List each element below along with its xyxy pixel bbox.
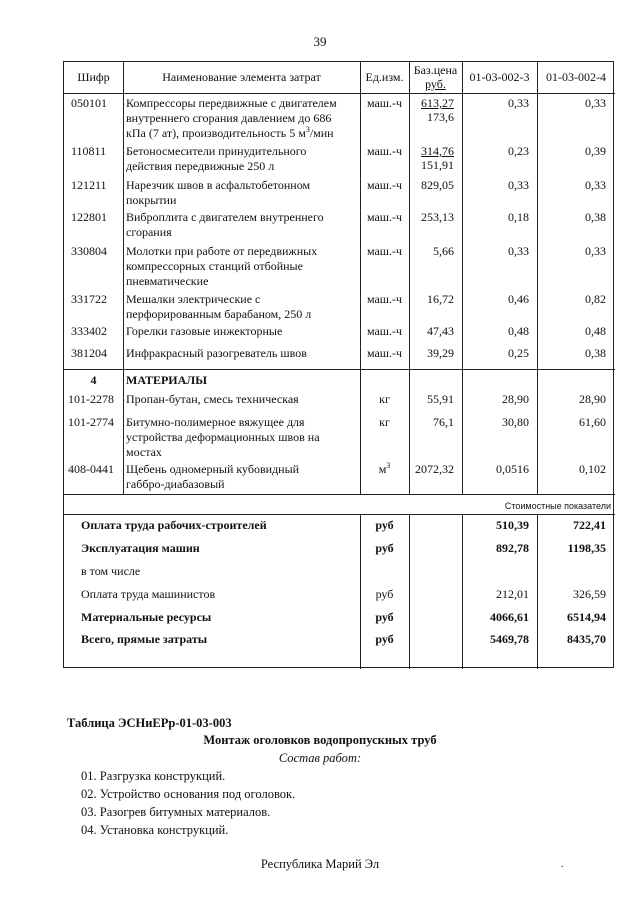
row-unit: маш.-ч bbox=[366, 96, 403, 110]
row-unit: маш.-ч bbox=[366, 346, 403, 360]
cost-value-1: 510,39 bbox=[496, 518, 529, 532]
row-name: действия передвижные 250 л bbox=[126, 159, 275, 173]
row-value-2: 28,90 bbox=[579, 392, 606, 406]
row-value-1: 0,33 bbox=[508, 244, 529, 258]
header-code: Шифр bbox=[77, 70, 110, 84]
grid-line bbox=[123, 62, 124, 494]
row-name: пневматические bbox=[126, 274, 209, 288]
cost-header: Стоимостные показатели bbox=[504, 501, 611, 511]
row-value-1: 0,33 bbox=[508, 96, 529, 110]
row-value-2: 0,39 bbox=[585, 144, 606, 158]
row-value-1: 30,80 bbox=[502, 415, 529, 429]
table-caption: Таблица ЭСНиЕРр-01-03-003 bbox=[67, 716, 232, 730]
row-name: покрытии bbox=[126, 193, 177, 207]
row-code: 331722 bbox=[71, 292, 107, 306]
row-code: 101-2278 bbox=[68, 392, 114, 406]
row-name: Битумно-полимерное вяжущее для bbox=[126, 415, 305, 429]
row-name: мостах bbox=[126, 445, 162, 459]
row-code: 050101 bbox=[71, 96, 107, 110]
cost-value-1: 5469,78 bbox=[490, 632, 529, 646]
header-name: Наименование элемента затрат bbox=[162, 70, 321, 84]
cost-label: в том числе bbox=[81, 564, 141, 578]
row-price: 16,72 bbox=[427, 292, 454, 306]
row-value-1: 0,46 bbox=[508, 292, 529, 306]
grid-line bbox=[64, 369, 615, 370]
row-price: 39,29 bbox=[427, 346, 454, 360]
row-price: 613,27 bbox=[421, 96, 454, 110]
works-title: Состав работ: bbox=[278, 751, 362, 765]
work-item: 04. Установка конструкций. bbox=[81, 823, 229, 837]
row-code: 122801 bbox=[71, 210, 107, 224]
cost-label: Всего, прямые затраты bbox=[81, 632, 208, 646]
cost-label: Оплата труда рабочих-строителей bbox=[81, 518, 267, 532]
row-name: Инфракрасный разогреватель швов bbox=[126, 346, 307, 360]
cost-value-1: 4066,61 bbox=[490, 610, 529, 624]
section-number: 4 bbox=[90, 373, 97, 387]
row-code: 330804 bbox=[71, 244, 107, 258]
row-value-2: 0,33 bbox=[585, 96, 606, 110]
row-name: Пропан-бутан, смесь техническая bbox=[126, 392, 299, 406]
grid-line bbox=[64, 494, 615, 495]
header-price: Баз.цена bbox=[413, 63, 458, 77]
row-unit: маш.-ч bbox=[366, 210, 403, 224]
row-value-1: 0,18 bbox=[508, 210, 529, 224]
row-price: 829,05 bbox=[421, 178, 454, 192]
cost-unit: руб bbox=[375, 541, 394, 555]
row-name: Компрессоры передвижные с двигателем bbox=[126, 96, 337, 110]
header-col-1: 01-03-002-3 bbox=[469, 70, 530, 84]
row-unit: кг bbox=[379, 415, 390, 429]
cost-table bbox=[63, 61, 614, 668]
cost-label: Материальные ресурсы bbox=[81, 610, 212, 624]
row-name: устройства деформационных швов на bbox=[126, 430, 320, 444]
row-unit: маш.-ч bbox=[366, 178, 403, 192]
row-unit: маш.-ч bbox=[366, 144, 403, 158]
row-name: Виброплита с двигателем внутреннего bbox=[126, 210, 324, 224]
row-price: 2072,32 bbox=[415, 462, 454, 476]
row-price: 314,76 bbox=[421, 144, 454, 158]
row-value-2: 0,38 bbox=[585, 346, 606, 360]
cost-value-2: 326,59 bbox=[573, 587, 606, 601]
cost-value-1: 892,78 bbox=[496, 541, 529, 555]
page-number: 39 bbox=[313, 34, 327, 49]
row-code: 408-0441 bbox=[68, 462, 114, 476]
row-price: 253,13 bbox=[421, 210, 454, 224]
row-value-2: 61,60 bbox=[579, 415, 606, 429]
row-value-1: 28,90 bbox=[502, 392, 529, 406]
row-value-2: 0,33 bbox=[585, 244, 606, 258]
cost-label: Эксплуатация машин bbox=[81, 541, 200, 555]
row-name: перфорированным барабаном, 250 л bbox=[126, 307, 312, 321]
grid-line bbox=[64, 514, 615, 515]
row-price: 76,1 bbox=[433, 415, 454, 429]
row-name: Молотки при работе от передвижных bbox=[126, 244, 318, 258]
cost-value-2: 1198,35 bbox=[567, 541, 606, 555]
row-value-1: 0,0516 bbox=[496, 462, 529, 476]
row-value-1: 0,48 bbox=[508, 324, 529, 338]
row-unit: $м^3$ bbox=[378, 461, 391, 476]
work-item: 02. Устройство основания под оголовок. bbox=[81, 787, 296, 801]
row-unit: маш.-ч bbox=[366, 244, 403, 258]
row-code: 121211 bbox=[71, 178, 107, 192]
row-name: габбро-диабазовый bbox=[126, 477, 225, 491]
cost-value-2: 722,41 bbox=[573, 518, 606, 532]
work-item: 01. Разгрузка конструкций. bbox=[81, 769, 226, 783]
row-code: 101-2774 bbox=[68, 415, 114, 429]
row-name: Щебень одномерный кубовидный bbox=[126, 462, 300, 476]
row-value-1: 0,33 bbox=[508, 178, 529, 192]
row-value-2: 0,82 bbox=[585, 292, 606, 306]
row-price: 5,66 bbox=[433, 244, 454, 258]
row-name: сгорания bbox=[126, 225, 172, 239]
cost-value-2: 6514,94 bbox=[567, 610, 606, 624]
cost-value-2: 8435,70 bbox=[567, 632, 606, 646]
cost-unit: руб bbox=[375, 610, 394, 624]
work-item: 03. Разогрев битумных материалов. bbox=[81, 805, 271, 819]
row-value-2: 0,48 bbox=[585, 324, 606, 338]
cost-unit: руб bbox=[375, 632, 394, 646]
row-price-alt: 173,6 bbox=[427, 110, 454, 124]
cost-unit: руб bbox=[375, 518, 394, 532]
grid-line bbox=[409, 514, 410, 669]
row-name: кПа (7 ат), производительность 5 $м^3$/мин bbox=[126, 125, 334, 140]
row-name: Мешалки электрические с bbox=[126, 292, 261, 306]
row-value-2: 0,38 bbox=[585, 210, 606, 224]
cost-value-1: 212,01 bbox=[496, 587, 529, 601]
row-code: 333402 bbox=[71, 324, 107, 338]
cost-unit: руб bbox=[375, 587, 394, 601]
row-name: компрессорных станций отбойные bbox=[126, 259, 303, 273]
row-code: 110811 bbox=[71, 144, 107, 158]
row-value-2: 0,33 bbox=[585, 178, 606, 192]
row-value-1: 0,25 bbox=[508, 346, 529, 360]
header-price-unit: руб. bbox=[425, 77, 446, 91]
row-price: 55,91 bbox=[427, 392, 454, 406]
row-unit: маш.-ч bbox=[366, 324, 403, 338]
row-price-alt: 151,91 bbox=[421, 158, 454, 172]
row-name: внутреннего сгорания давлением до 686 bbox=[126, 111, 332, 125]
row-price: 47,43 bbox=[427, 324, 454, 338]
row-name: Горелки газовые инжекторные bbox=[126, 324, 283, 338]
section-title: МАТЕРИАЛЫ bbox=[126, 373, 207, 387]
cost-label: Оплата труда машинистов bbox=[81, 587, 216, 601]
header-unit: Ед.изм. bbox=[365, 70, 404, 84]
dot-mark: . bbox=[561, 859, 564, 870]
table-title: Монтаж оголовков водопропускных труб bbox=[203, 733, 437, 747]
row-value-1: 0,23 bbox=[508, 144, 529, 158]
row-name: Нарезчик швов в асфальтобетонном bbox=[126, 178, 311, 192]
row-value-2: 0,102 bbox=[579, 462, 606, 476]
row-name: Бетоносмесители принудительного bbox=[126, 144, 307, 158]
row-unit: кг bbox=[379, 392, 390, 406]
grid-line bbox=[64, 93, 615, 94]
header-col-2: 01-03-002-4 bbox=[546, 70, 606, 84]
footer-region: Республика Марий Эл bbox=[260, 857, 380, 871]
row-unit: маш.-ч bbox=[366, 292, 403, 306]
row-code: 381204 bbox=[71, 346, 107, 360]
